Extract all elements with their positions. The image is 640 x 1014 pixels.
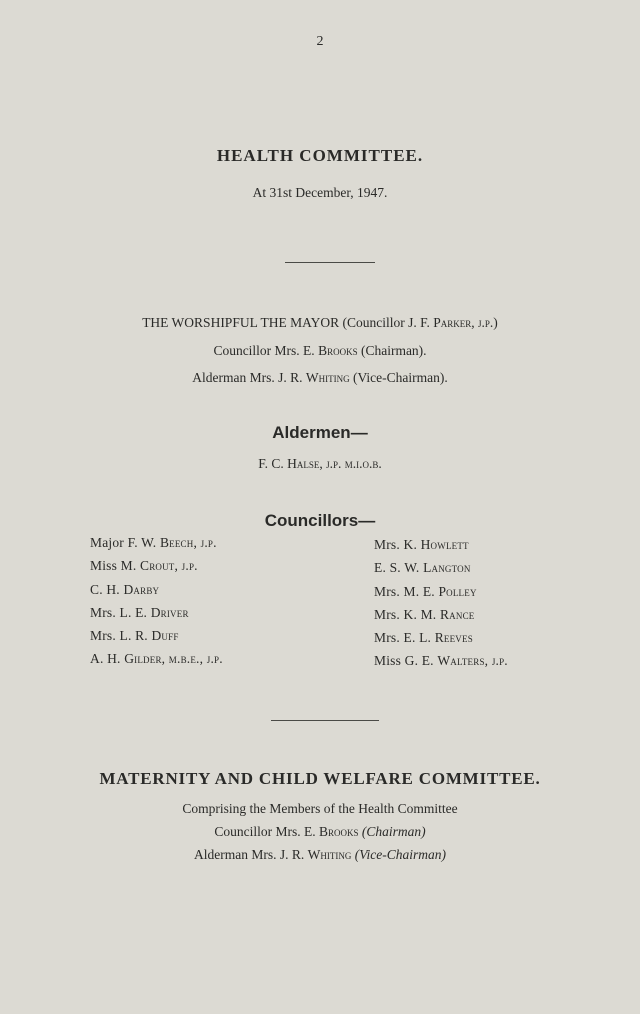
councillors-left-column bbox=[90, 535, 223, 675]
maternity-chairman-line: Councillor Mrs. E. Brooks (Chairman) bbox=[214, 824, 426, 839]
maternity-vice-chairman-line: Alderman Mrs. J. R. Whiting (Vice-Chairman) bbox=[194, 847, 446, 862]
councillor-entry: Mrs. K. M. Rance bbox=[374, 606, 475, 622]
councillor-entry: E. S. W. Langton bbox=[374, 560, 471, 576]
maternity-committee-description: Comprising the Members of the Health Committee bbox=[182, 801, 458, 816]
councillors-right-column bbox=[374, 537, 508, 677]
member-line-vice-chairman: Alderman Mrs. J. R. Whiting (Vice-Chairman). bbox=[192, 370, 448, 385]
councillors-heading: Councillors— bbox=[264, 511, 376, 530]
member-line-mayor: THE WORSHIPFUL THE MAYOR (Councillor J. F. Parker, j.p.) bbox=[142, 315, 498, 330]
councillor-entry: Major F. W. Beech, j.p. bbox=[90, 535, 217, 550]
councillor-entry: Mrs. L. R. Duff bbox=[90, 628, 179, 644]
aldermen-list: F. C. Halse, j.p. m.i.o.b. bbox=[258, 456, 382, 471]
member-line-chairman: Councillor Mrs. E. Brooks (Chairman). bbox=[213, 343, 427, 358]
health-committee-date: At 31st December, 1947. bbox=[252, 185, 388, 200]
councillor-entry: Miss G. E. Walters, j.p. bbox=[374, 653, 508, 669]
councillor-entry: A. H. Gilder, m.b.e., j.p. bbox=[90, 651, 223, 667]
councillor-entry: Mrs. M. E. Polley bbox=[374, 583, 477, 599]
councillor-entry: Miss M. Crout, j.p. bbox=[90, 558, 198, 574]
page-number: 2 bbox=[316, 34, 324, 49]
health-committee-title: HEALTH COMMITTEE. bbox=[216, 146, 424, 165]
councillor-entry: Mrs. L. E. Driver bbox=[90, 604, 189, 620]
maternity-committee-title: MATERNITY AND CHILD WELFARE COMMITTEE. bbox=[99, 769, 541, 788]
councillor-entry: Mrs. E. L. Reeves bbox=[374, 630, 473, 646]
councillor-entry: Mrs. K. Howlett bbox=[374, 537, 469, 552]
section-divider bbox=[285, 262, 375, 263]
aldermen-heading: Aldermen— bbox=[272, 423, 368, 442]
councillor-entry: C. H. Darby bbox=[90, 581, 160, 597]
section-divider bbox=[271, 720, 379, 721]
